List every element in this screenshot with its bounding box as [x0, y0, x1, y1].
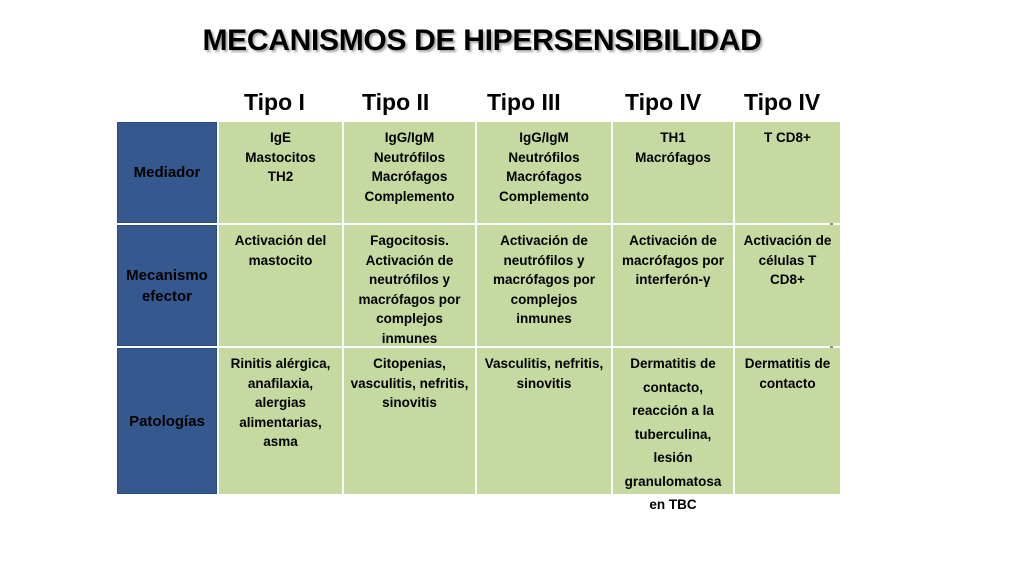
- table-cell-mediador-col4: [613, 122, 733, 223]
- table-cell-mecanismo-efector-col1: [219, 225, 342, 346]
- cell-text-line: Dermatitis de: [630, 356, 716, 371]
- cell-text-line: macrófagos por: [492, 272, 596, 287]
- cell-text-line: Macrófagos: [635, 149, 711, 165]
- cell-text-line: células T: [758, 252, 817, 268]
- cell-text-line: granulomatosa: [624, 473, 722, 489]
- cell-text-line: TH2: [267, 169, 294, 184]
- cell-text-line: macrófagos por: [621, 252, 725, 268]
- row-header-label: Mecanismo: [126, 266, 208, 284]
- cell-text-line: Fagocitosis.: [370, 233, 449, 248]
- cell-text-line: IgG/IgM: [384, 130, 435, 145]
- table-cell-mediador-col1: [219, 122, 342, 223]
- cell-text-line: Complemento: [498, 188, 589, 204]
- cell-text-line: tuberculina,: [634, 426, 712, 442]
- row-header-mecanismo-efector: [117, 225, 217, 346]
- column-header-tipo-4-cd8: Tipo IV: [744, 89, 821, 115]
- table-cell-patologias-col2: [344, 348, 475, 494]
- row-header-label: Patologías: [129, 412, 205, 430]
- cell-text-line: inmunes: [381, 330, 438, 346]
- cell-text-line: mastocito: [248, 252, 313, 268]
- cell-text-line: Activación de: [629, 233, 717, 248]
- cell-text-line: Complemento: [364, 188, 455, 204]
- cell-text-line: Activación del: [234, 233, 327, 248]
- column-header-tipo-3: Tipo III: [487, 89, 561, 115]
- cell-text-line: macrófagos por: [358, 291, 461, 307]
- cell-text-line: vasculitis, nefritis,: [350, 375, 469, 391]
- cell-text-line: Neutrófilos: [508, 149, 580, 165]
- cell-text-line: sinovitis: [516, 375, 572, 391]
- cell-text-line: neutrófilos y: [503, 252, 585, 268]
- column-header-tipo-1: Tipo I: [244, 89, 305, 115]
- table-cell-mediador-col2: [344, 122, 475, 223]
- cell-text-line: T CD8+: [764, 130, 811, 145]
- cell-text-line: IgE: [269, 130, 291, 145]
- cell-text-line: Activación de: [365, 252, 454, 268]
- slide-title: MECANISMOS DE HIPERSENSIBILIDAD: [202, 24, 762, 57]
- cell-text-line: inmunes: [516, 311, 572, 326]
- cell-text-line: Dermatitis de: [744, 356, 831, 371]
- column-header-tipo-4: Tipo IV: [625, 89, 702, 115]
- table-cell-mecanismo-efector-col2: [344, 225, 475, 346]
- cell-text-line: Activación de: [743, 233, 832, 248]
- table-cell-mecanismo-efector-col3: [477, 225, 611, 346]
- cell-text-line: alimentarias,: [239, 414, 322, 430]
- cell-text-line: CD8+: [770, 272, 805, 287]
- cell-text-line: reacción a la: [632, 403, 714, 418]
- cell-text-line: TH1: [660, 130, 686, 145]
- hypersensitivity-table: [117, 122, 833, 512]
- table-cell-patologias-col1: [219, 348, 342, 494]
- row-header-patologias: [117, 348, 217, 494]
- cell-text-line: en TBC: [649, 497, 697, 512]
- cell-text-line: asma: [263, 434, 298, 449]
- cell-text-line: complejos: [510, 291, 578, 307]
- table-cell-mediador-col3: [477, 122, 611, 223]
- cell-text-line: alergias: [254, 395, 307, 410]
- cell-text-line: interferón-γ: [635, 272, 711, 287]
- cell-text-line: contacto: [759, 375, 816, 391]
- cell-text-line: anafilaxia,: [247, 375, 314, 391]
- cell-text-line: neutrófilos y: [368, 272, 450, 287]
- row-header-mediador: [117, 122, 217, 223]
- cell-text-line: lesión: [653, 450, 693, 465]
- cell-text-line: Macrófagos: [506, 169, 582, 184]
- cell-text-line: sinovitis: [382, 395, 437, 410]
- cell-text-line: Neutrófilos: [373, 149, 446, 165]
- table-cell-mecanismo-efector-col4: [613, 225, 733, 346]
- table-cell-mecanismo-efector-col5: [735, 225, 840, 346]
- column-header-tipo-2: Tipo II: [362, 89, 430, 115]
- cell-text-line: Macrófagos: [371, 169, 448, 184]
- row-header-label: Mediador: [133, 164, 201, 181]
- cell-text-line: Vasculitis, nefritis,: [484, 356, 604, 371]
- table-cell-mediador-col5: [735, 122, 840, 223]
- cell-text-line: complejos: [376, 311, 443, 326]
- table-cell-patologias-col4: [613, 348, 733, 512]
- cell-text-line: Mastocitos: [245, 149, 316, 165]
- cell-text-line: Rinitis alérgica,: [230, 356, 331, 371]
- cell-text-line: IgG/IgM: [519, 130, 569, 145]
- cell-text-line: contacto,: [642, 379, 703, 395]
- table-cell-patologias-col5: [735, 348, 840, 494]
- cell-text-line: Citopenias,: [373, 356, 446, 371]
- cell-text-line: Activación de: [500, 233, 588, 248]
- table-cell-patologias-col3: [477, 348, 611, 494]
- row-header-label: efector: [141, 287, 192, 305]
